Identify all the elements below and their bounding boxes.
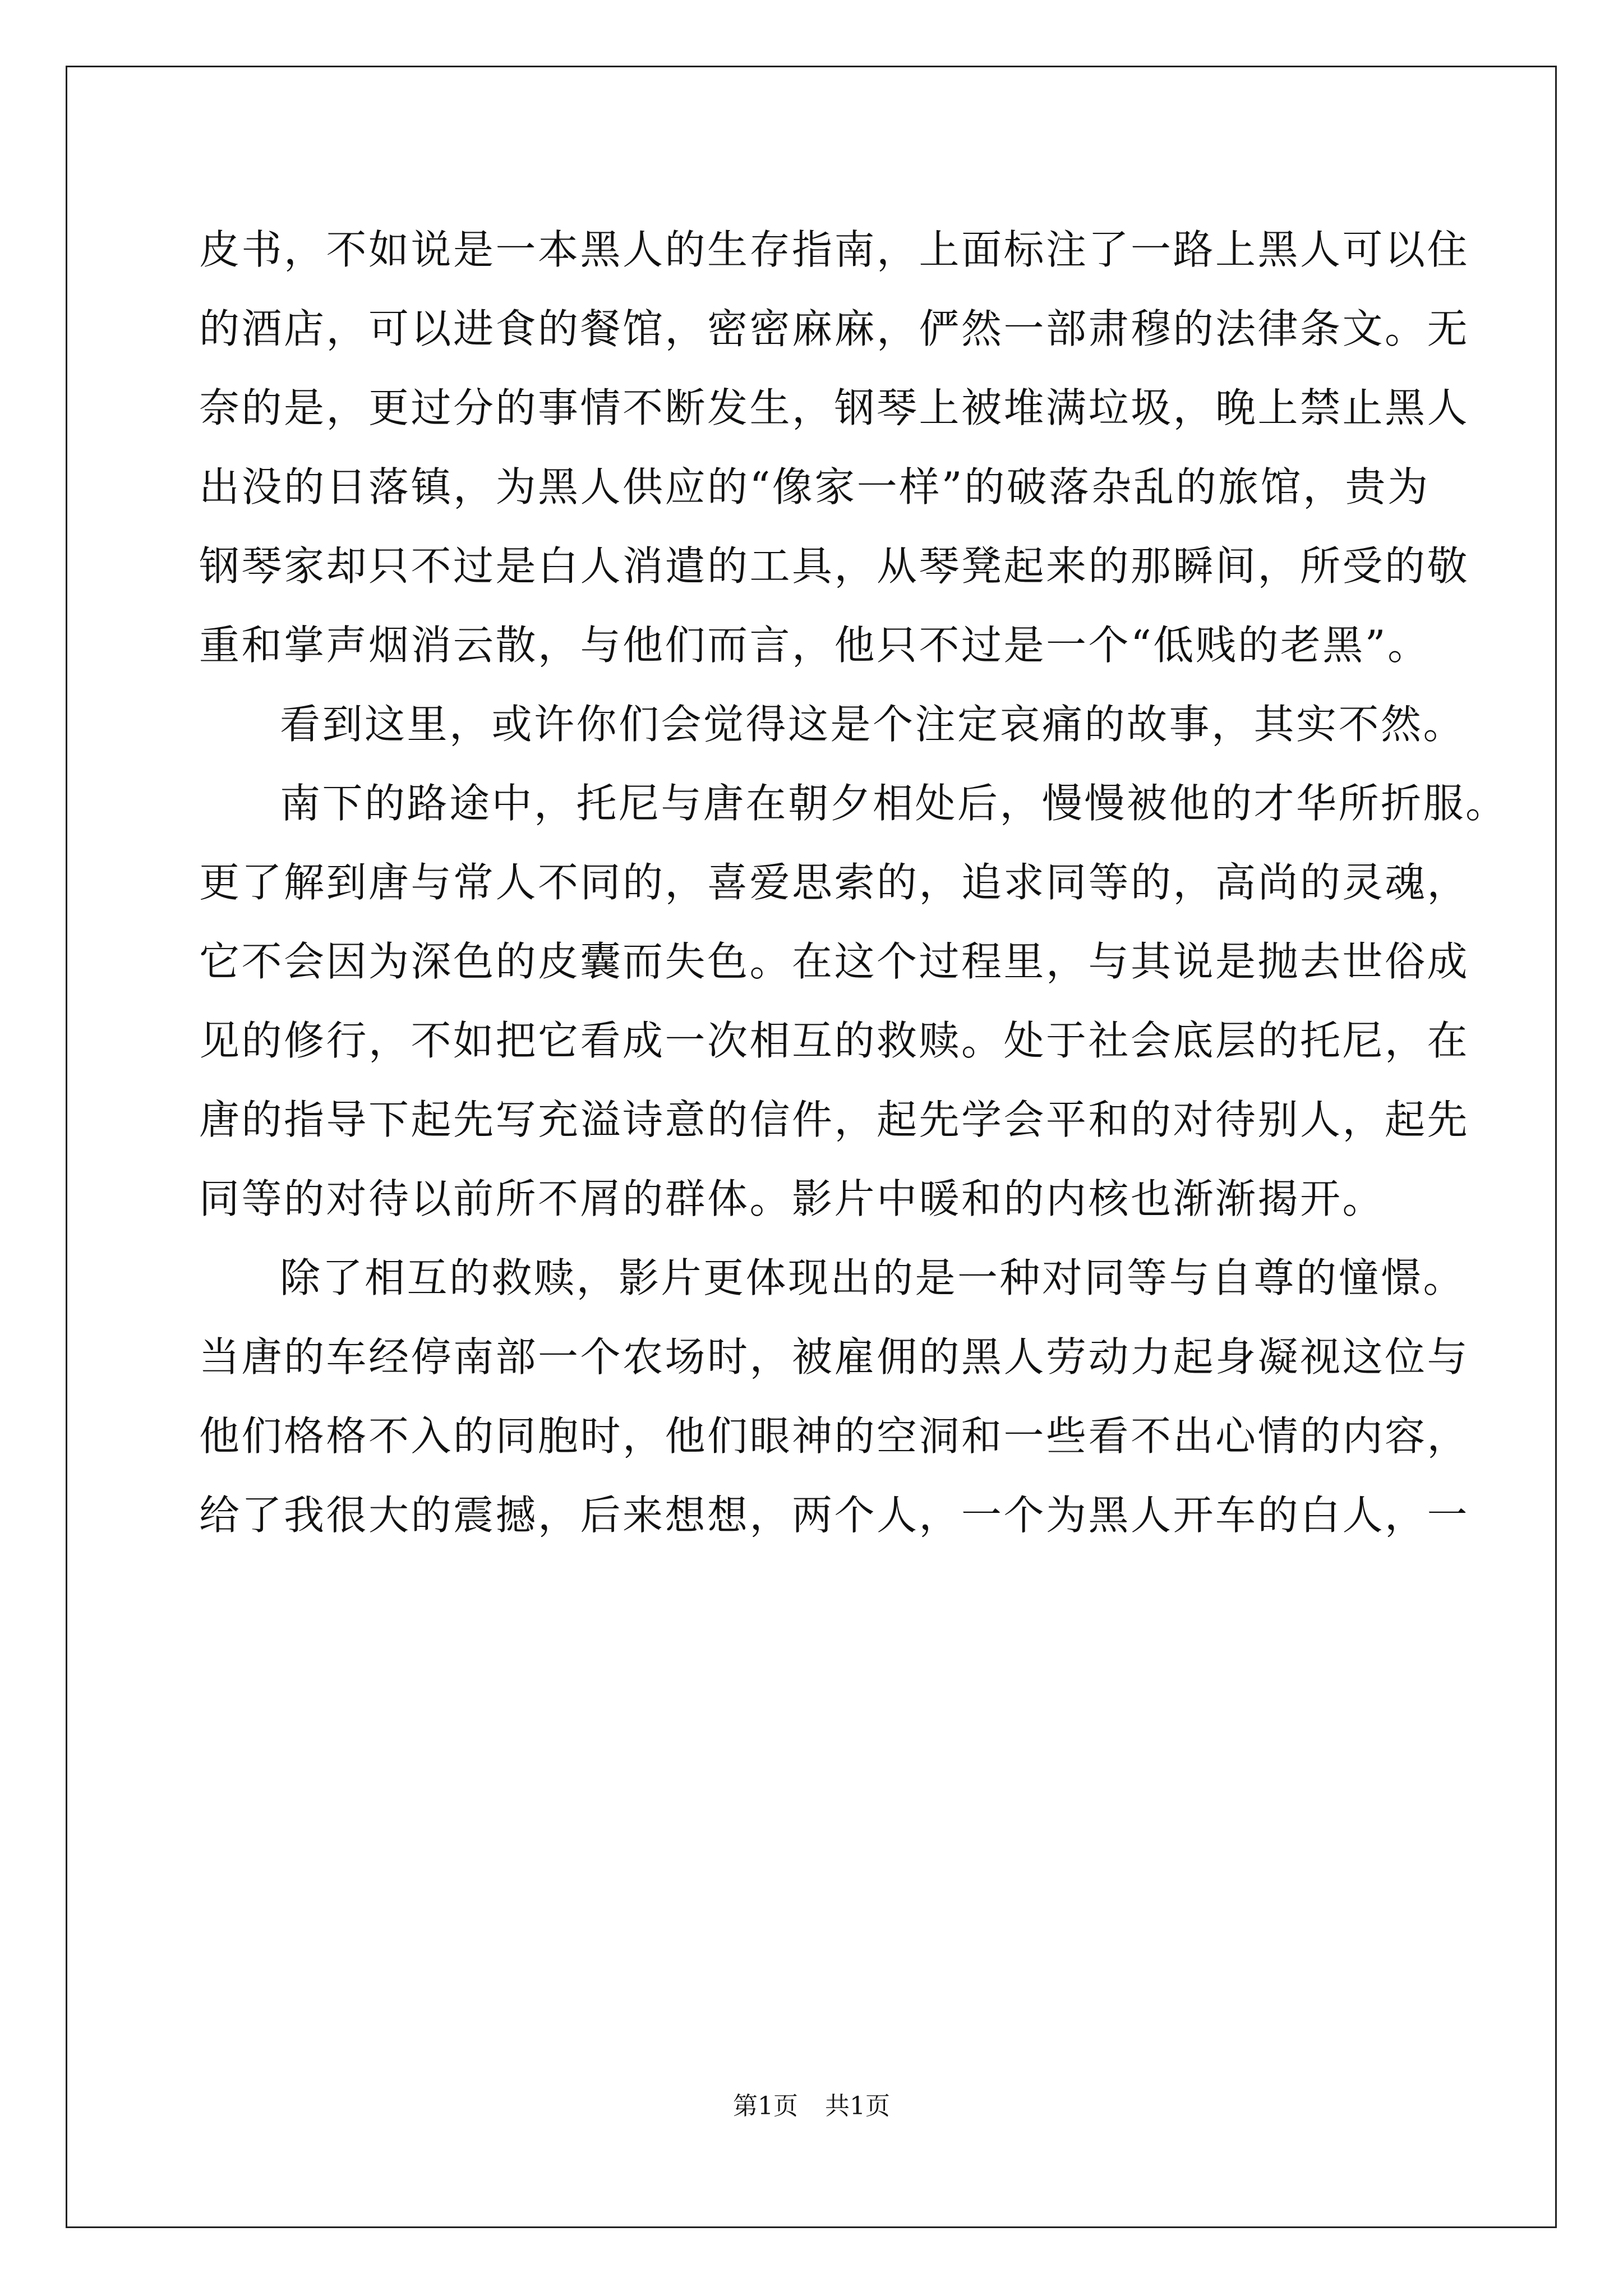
paragraph-start-line: 南下的路途中，托尼与唐在朝夕相处后，慢慢被他的才华所折服。: [280, 780, 1508, 827]
document-body: [199, 210, 1508, 1555]
page-number: 第1页: [733, 2092, 798, 2120]
text-line: 唐的指导下起先写充溢诗意的信件，起先学会平和的对待别人，起先: [199, 1096, 1470, 1143]
text-line: 它不会因为深色的皮囊而失色。在这个过程里，与其说是抛去世俗成: [199, 938, 1470, 985]
text-line: 重和掌声烟消云散，与他们而言，他只不过是一个“低贱的老黑”。: [199, 622, 1430, 669]
paragraph-start-line: 除了相互的救赎，影片更体现出的是一种对同等与自尊的憧憬。: [280, 1254, 1466, 1301]
text-line: 当唐的车经停南部一个农场时，被雇佣的黑人劳动力起身凝视这位与: [199, 1333, 1470, 1381]
text-line: 更了解到唐与常人不同的，喜爱思索的，追求同等的，高尚的灵魂，: [199, 859, 1470, 906]
text-line: 钢琴家却只不过是白人消遣的工具，从琴凳起来的那瞬间，所受的敬: [199, 542, 1470, 590]
text-line: 出没的日落镇，为黑人供应的“像家一样”的破落杂乱的旅馆，贵为: [199, 463, 1430, 510]
text-line: 他们格格不入的同胞时，他们眼神的空洞和一些看不出心情的内容，: [199, 1412, 1470, 1460]
page-footer: [0, 2090, 1623, 2123]
paragraph-start-line: 看到这里，或许你们会觉得这是个注定哀痛的故事，其实不然。: [280, 701, 1466, 748]
page-total: 共1页: [825, 2092, 890, 2120]
text-line: 同等的对待以前所不屑的群体。影片中暖和的内核也渐渐揭开。: [199, 1175, 1385, 1222]
text-line: 见的修行，不如把它看成一次相互的救赎。处于社会底层的托尼，在: [199, 1017, 1470, 1064]
text-line: 皮书，不如说是一本黑人的生存指南，上面标注了一路上黑人可以住: [199, 226, 1470, 273]
text-line: 的酒店，可以进食的餐馆，密密麻麻，俨然一部肃穆的法律条文。无: [199, 305, 1470, 352]
text-line: 给了我很大的震撼，后来想想，两个人，一个为黑人开车的白人，一: [199, 1492, 1470, 1539]
text-line: 奈的是，更过分的事情不断发生，钢琴上被堆满垃圾，晚上禁止黑人: [199, 384, 1470, 431]
